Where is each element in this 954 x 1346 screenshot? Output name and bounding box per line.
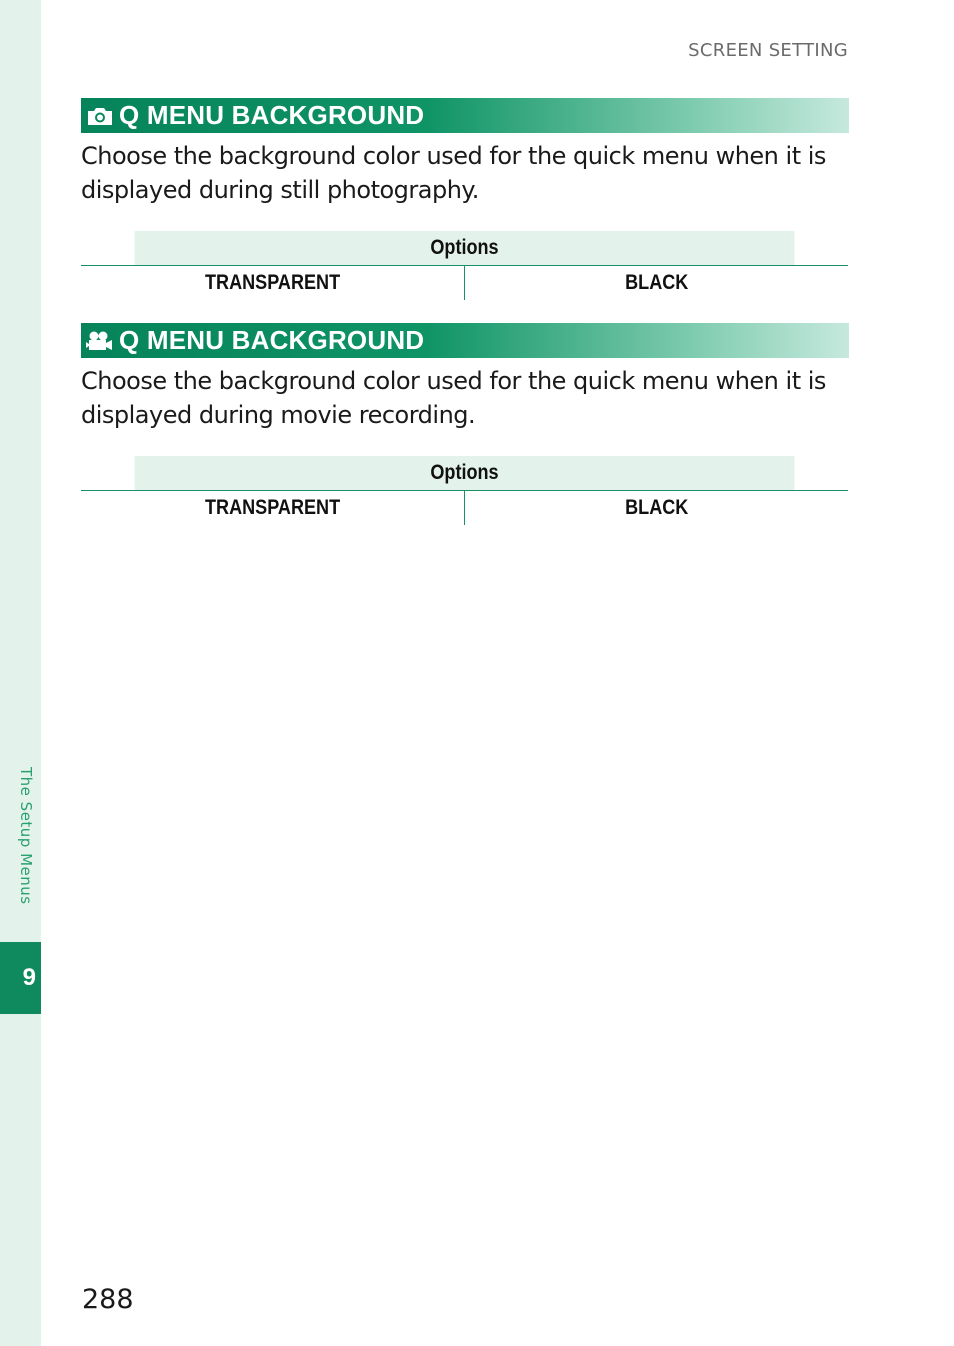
options-table	[81, 231, 848, 300]
movie-camera-icon	[85, 329, 115, 353]
section-description: Choose the background color used for the quick menu when it is displayed during movie recording.	[81, 367, 826, 429]
section-movie-q-menu-background	[81, 323, 849, 525]
chapter-number-tab: 9	[0, 942, 41, 1014]
option-transparent: TRANSPARENT	[204, 496, 341, 519]
option-cell	[465, 491, 849, 526]
option-cell	[81, 491, 465, 526]
options-table-header: Options	[135, 231, 795, 266]
options-table	[81, 456, 848, 525]
options-table-header: Options	[135, 456, 795, 491]
table-row	[81, 266, 848, 301]
section-title: Q MENU BACKGROUND	[119, 100, 425, 130]
section-header	[81, 98, 849, 133]
section-description: Choose the background color used for the quick menu when it is displayed during still photography.	[81, 142, 826, 204]
option-black: BLACK	[624, 496, 689, 519]
option-cell	[465, 266, 849, 301]
option-black: BLACK	[624, 271, 689, 294]
still-camera-icon	[85, 104, 115, 128]
section-title: Q MENU BACKGROUND	[119, 325, 425, 355]
option-transparent: TRANSPARENT	[204, 271, 341, 294]
section-header	[81, 323, 849, 358]
running-head: SCREEN SETTING	[688, 40, 848, 61]
chapter-side-strip	[0, 0, 41, 1346]
chapter-side-label: The Setup Menus	[17, 767, 35, 905]
page-number: 288	[82, 1284, 134, 1315]
section-still-q-menu-background	[81, 98, 849, 300]
table-row	[81, 491, 848, 526]
option-cell	[81, 266, 465, 301]
